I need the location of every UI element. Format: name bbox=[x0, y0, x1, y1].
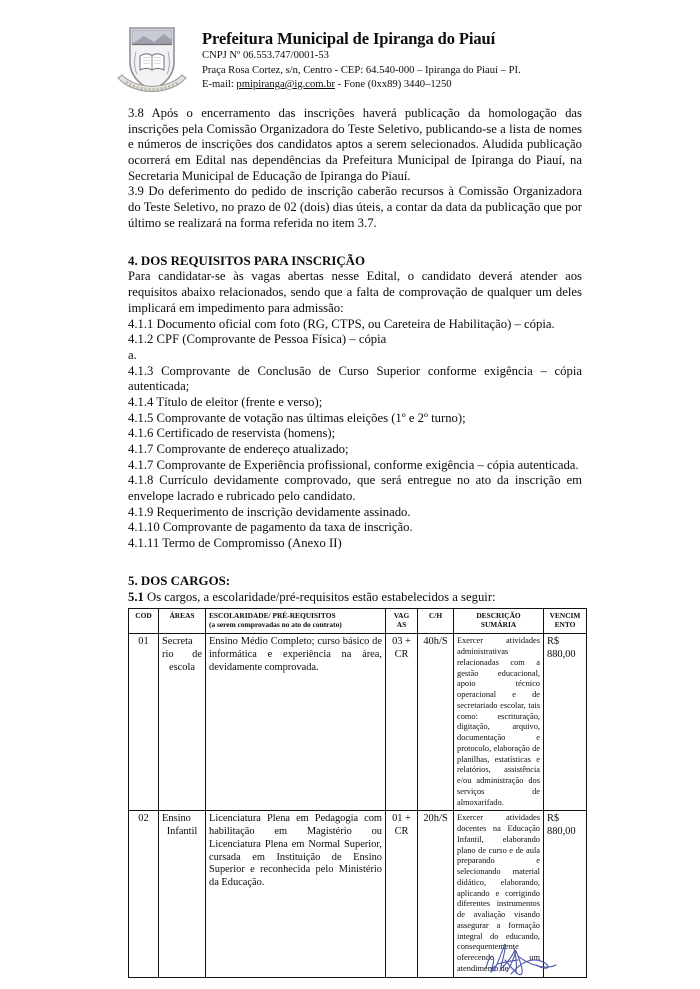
column-header-cod: COD bbox=[129, 609, 159, 634]
cell-cod: 01 bbox=[129, 634, 159, 811]
requirement-4-1-7: 4.1.7 Comprovante de endereço atualizado; bbox=[128, 442, 349, 456]
cell-areas: Ensino Infantil bbox=[159, 811, 206, 977]
requirement-4-1-6: 4.1.6 Certificado de reservista (homens); bbox=[128, 426, 336, 441]
requirement-4-1-9: 4.1.9 Requerimento de inscrição devidamente assinado. bbox=[128, 504, 411, 519]
cell-cod: 02 bbox=[129, 811, 159, 977]
table-row bbox=[129, 634, 587, 811]
contact-line bbox=[202, 78, 521, 92]
section-title-5: 5. DOS CARGOS: bbox=[128, 573, 231, 588]
paragraph-3-9: 3.9 Do deferimento do pedido de inscrição caberão recursos à Comissão Organizadora do Teste Seletivo, no prazo de 02 (dois) dias úteis, a contar da data da publicação que por último se realizará na forma referida no item 3.7. bbox=[128, 184, 582, 230]
column-header-ch: C/H bbox=[418, 609, 454, 634]
paragraph-5-1-number: 5.1 bbox=[128, 589, 144, 604]
column-header-vencimento-line2: ENTO bbox=[554, 619, 576, 629]
requirement-4-1-5: 4.1.5 Comprovante de votação nas últimas eleições (1º e 2º turno); bbox=[128, 410, 466, 425]
coat-of-arms-icon bbox=[112, 22, 192, 96]
cell-descricao: Exercer atividades docentes na Educação Infantil, elaborando plano de curso e de aula preparando e selecionando material didático, elaborando, aplicando e corrigindo diferentes instrumentos de avaliação visando assegurar a formação integral do educando, consequentemente oferecendo um atendimento de bbox=[454, 811, 544, 977]
paragraph-5-1 bbox=[128, 590, 582, 606]
requirement-4-1-1: 4.1.1 Documento oficial com foto (RG, CTPS, ou Careteira de Habilitação) – cópia. bbox=[128, 316, 555, 331]
paragraph-4-intro: Para candidatar-se às vagas abertas nesse Edital, o candidato deverá atender aos requisitos abaixo relacionados, sendo que a falta de comprovação de qualquer um deles implicará em impedimento para admissão: bbox=[128, 269, 582, 315]
requirement-4-1-10: 4.1.10 Comprovante de pagamento da taxa de inscrição. bbox=[128, 520, 413, 535]
column-header-vagas-line2: AS bbox=[396, 619, 407, 629]
paragraph-5-1-text: Os cargos, a escolaridade/pré-requisitos estão estabelecidos a seguir: bbox=[143, 589, 496, 604]
cell-escolaridade: Ensino Médio Completo; curso básico de informática e experiência na área, devidamente comprovada. bbox=[206, 634, 386, 811]
column-header-vencimento bbox=[544, 609, 587, 634]
email-label: E-mail: bbox=[202, 78, 237, 90]
phone-text: - Fone (0xx89) 3440–1250 bbox=[335, 78, 452, 90]
requirement-4-1-3: 4.1.3 Comprovante de Conclusão de Curso Superior conforme exigência – cópia autenticada; bbox=[128, 363, 582, 394]
requirement-4-1-4: 4.1.4 Título de eleitor (frente e verso); bbox=[128, 394, 323, 409]
cell-descricao: Exercer atividades administrativas relacionadas com a gestão educacional, apoio técnico operacional e de secretariado escolar, tais como: escrituração, digitação, arquivo, documentação e protocolo, elaboração de planilhas, estatísticas e relatórios, assistência e/ou administração dos serviços de almoxarifado. bbox=[454, 634, 544, 811]
cargos-table bbox=[128, 608, 587, 977]
column-header-descricao-line1: DESCRIÇÃO bbox=[476, 611, 521, 621]
document-header bbox=[0, 0, 700, 96]
section-title-4: 4. DOS REQUISITOS PARA INSCRIÇÃO bbox=[128, 253, 365, 268]
signature-mark bbox=[478, 938, 568, 982]
requirement-4-1-7-b: 4.1.7 Comprovante de Experiência profissional, conforme exigência – cópia autenticada. bbox=[128, 457, 579, 472]
cell-vagas: 03 + CR bbox=[386, 634, 418, 811]
column-header-vencimento-line1: VENCIM bbox=[549, 611, 581, 621]
requirement-4-1-11: 4.1.11 Termo de Compromisso (Anexo II) bbox=[128, 536, 342, 551]
requirement-4-1-2-cont: a. bbox=[128, 347, 137, 362]
column-header-escolaridade-line1: ESCOLARIDADE/ PRÉ-REQUISITOS bbox=[209, 611, 336, 621]
column-header-escolaridade-line2: (a serem comprovadas no ato do contrato) bbox=[209, 619, 342, 629]
cell-vagas: 01 + CR bbox=[386, 811, 418, 977]
address-line: Praça Rosa Cortez, s/n, Centro - CEP: 64.540-000 – Ipiranga do Piauí – PI. bbox=[202, 64, 521, 76]
cell-areas: Secreta rio de escola bbox=[159, 634, 206, 811]
cargos-table-wrapper bbox=[0, 608, 700, 977]
cell-vencimento: R$ 880,00 bbox=[544, 634, 587, 811]
organization-name: Prefeitura Municipal de Ipiranga do Piauí bbox=[202, 29, 496, 48]
paragraph-3-8: 3.8 Após o encerramento das inscrições haverá publicação da homologação das inscrições pela Comissão Organizadora do Teste Seletivo, publicando-se a lista de nomes e números de inscrições dos candidatos aptos a serem selecionados. Aludida publicação ocorrerá em Edital nas dependências da Prefeitura Municipal de Ipiranga do Piauí, na Secretaria Municipal de Educação de Ipiranga do Piauí. bbox=[128, 106, 582, 183]
cell-escolaridade: Licenciatura Plena em Pedagogia com habilitação em Magistério ou Licenciatura Plena em Normal Superior, cursada em Instituição de Ensino Superior e reconhecida pelo Ministério da Educação. bbox=[206, 811, 386, 977]
email-link[interactable]: pmipiranga@ig.com.br bbox=[236, 78, 336, 90]
cell-vencimento: R$ 880,00 bbox=[544, 811, 587, 977]
table-header-row bbox=[129, 609, 587, 634]
cell-ch: 40h/S bbox=[418, 634, 454, 811]
column-header-descricao bbox=[454, 609, 544, 634]
cnpj-line: CNPJ Nº 06.553.747/0001-53 bbox=[202, 50, 329, 62]
requirement-4-1-8: 4.1.8 Currículo devidamente comprovado, que será entregue no ato da inscrição em envelope lacrado e rubricado pelo candidato. bbox=[128, 473, 582, 504]
column-header-vagas bbox=[386, 609, 418, 634]
column-header-areas: ÁREAS bbox=[159, 609, 206, 634]
column-header-escolaridade bbox=[206, 609, 386, 634]
column-header-descricao-line2: SUMÁRIA bbox=[480, 619, 517, 629]
header-text-block bbox=[202, 22, 521, 92]
column-header-vagas-line1: VAG bbox=[393, 611, 410, 621]
requirement-4-1-2: 4.1.2 CPF (Comprovante de Pessoa Física) – cópia bbox=[128, 332, 387, 347]
document-body bbox=[0, 96, 700, 605]
cell-ch: 20h/S bbox=[418, 811, 454, 977]
